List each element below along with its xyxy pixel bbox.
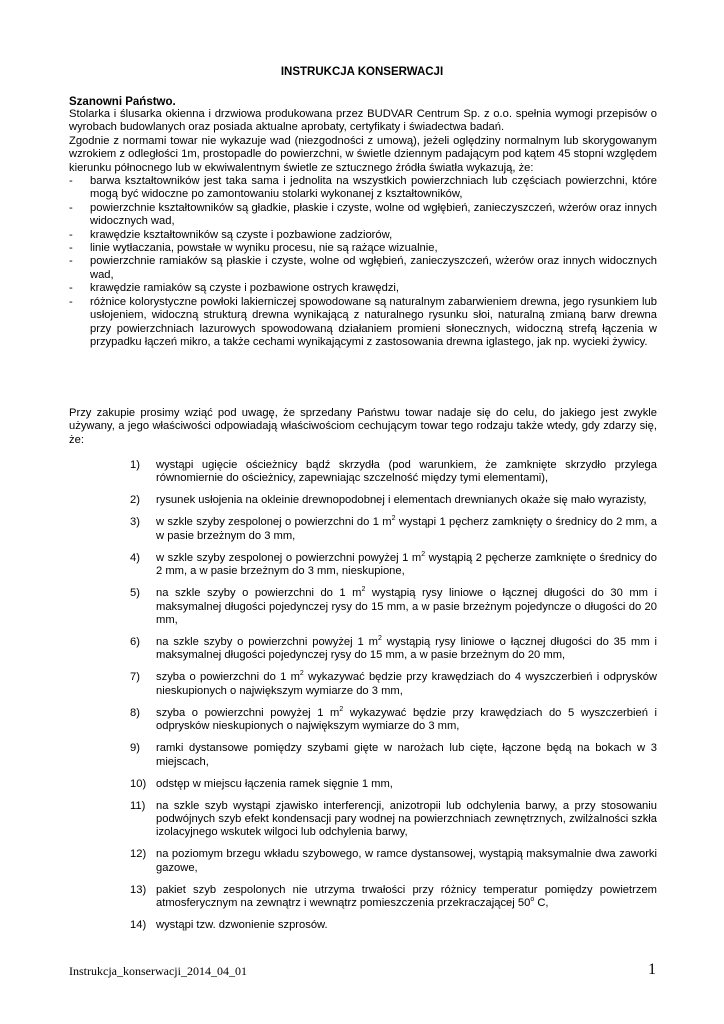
list-item: - linie wytłaczania, powstałe w wyniku procesu, nie są rażące wizualnie, bbox=[69, 242, 657, 255]
numbered-item bbox=[130, 494, 657, 507]
list-item: - różnice kolorystyczne powłoki lakierniczej spowodowane są naturalnym zabarwieniem drewna, jego rysunkiem lub usłojeniem, widoczną strukturą drewna wynikającą z naturalnego rysunku słoi, naturalną zmianą barw drewna przy powierzchniach lazurowych spowodowaną działaniem promieni słonecznych, widoczną strefą łączenia w przypadku łączeń mikro, a także cechami wynikającymi z zastosowania drewna iglastego, jak np. wycieki żywicy. bbox=[69, 296, 657, 350]
intro-paragraph-2: Zgodnie z normami towar nie wykazuje wad (niezgodności z umową), jeżeli oględziny normalnym lub skorygowanym wzrokiem z odległości 1m, prostopadle do powierzchni, w świetle dziennym padającym pod kątem 45 stopni względem kierunku północnego lub w ekwiwalentnym świetle ze sztucznego źródła światła wykazują, że: bbox=[69, 134, 657, 174]
item-superscript: o bbox=[530, 896, 535, 904]
item-text: na szkle szyb wystąpi zjawisko interferencji, anizotropii lub odchylenia barwy, a przy stosowaniu podwójnych szyb efekt kondensacji pary wodnej na powierzchniach zewnętrznych, zwilżalności szkła izolacyjnego wskutek wilgoci lub odchylenia barwy, bbox=[156, 799, 657, 839]
numbered-item bbox=[130, 919, 657, 932]
numbered-item bbox=[130, 800, 657, 840]
item-text: ramki dystansowe pomiędzy szybami gięte w narożach lub cięte, łączone będą na bokach w 3 miejscach, bbox=[156, 742, 657, 768]
salutation: Szanowni Państwo. bbox=[69, 96, 176, 108]
item-number: 14) bbox=[130, 919, 147, 932]
item-superscript: 2 bbox=[391, 515, 396, 523]
item-number: 5) bbox=[130, 587, 140, 600]
item-superscript: 2 bbox=[361, 586, 366, 594]
numbered-item bbox=[130, 884, 657, 911]
list-item: - powierzchnie kształtowników są gładkie, płaskie i czyste, wolne od wgłębień, zanieczyszczeń, wżerów oraz innych widocznych wad, bbox=[69, 202, 657, 229]
item-number: 12) bbox=[130, 848, 147, 861]
item-number: 8) bbox=[130, 706, 140, 719]
intro-section bbox=[69, 108, 657, 349]
numbered-item bbox=[130, 848, 657, 875]
page-number: 1 bbox=[648, 961, 656, 978]
item-text-after: wystąpi 1 pęcherz zamknięty o średnicy do 2 mm, a w pasie brzeżnym do 3 mm, bbox=[156, 516, 657, 542]
document-title: INSTRUKCJA KONSERWACJI bbox=[280, 66, 444, 78]
item-superscript: 2 bbox=[339, 705, 344, 713]
item-superscript: 2 bbox=[299, 670, 304, 678]
numbered-item bbox=[130, 459, 657, 486]
intro-paragraph-1: Stolarka i ślusarka okienna i drzwiowa produkowana przez BUDVAR Centrum Sp. z o.o. spełnia wymogi przepisów o wyrobach budowlanych oraz posiada aktualne aprobaty, certyfikaty i świadectwa badań. bbox=[69, 108, 657, 134]
item-text: na poziomym brzegu wkładu szybowego, w ramce dystansowej, wystąpią maksymalnie dwa zaworki gazowe, bbox=[156, 848, 657, 874]
item-number: 9) bbox=[130, 742, 140, 755]
list-item: - krawędzie ramiaków są czyste i pozbawione ostrych krawędzi, bbox=[69, 282, 657, 295]
item-text: odstęp w miejscu łączenia ramek sięgnie 1 mm, bbox=[156, 777, 393, 790]
item-text: szyba o powierzchni do 1 m bbox=[156, 671, 300, 684]
item-text: na szkle szyby o powierzchni do 1 m bbox=[156, 587, 362, 600]
numbered-list bbox=[130, 459, 657, 941]
item-number: 13) bbox=[130, 883, 147, 896]
list-item: - powierzchnie ramiaków są płaskie i czyste, wolne od wgłębień, zanieczyszczeń, wżerów oraz innych widocznych wad, bbox=[69, 255, 657, 282]
numbered-item bbox=[130, 707, 657, 734]
numbered-item bbox=[130, 516, 657, 543]
item-text: wystąpi ugięcie ościeżnicy bądź skrzydła (pod warunkiem, że zamknięte skrzydło przylega równomiernie do ościeżnicy, zapewniając szczelność między tymi elementami), bbox=[156, 459, 657, 485]
item-number: 2) bbox=[130, 494, 140, 507]
item-number: 10) bbox=[130, 777, 147, 790]
numbered-item bbox=[130, 742, 657, 769]
item-text-after: wystąpią 2 pęcherze zamknięte o średnicy do 2 mm, a w pasie brzeżnym do 3 mm, nieskupione, bbox=[156, 551, 658, 578]
item-text: na szkle szyby o powierzchni powyżej 1 m bbox=[156, 636, 378, 649]
item-text-after: wystąpią rysy liniowe o łącznej długości do 35 mm i maksymalnej długości pojedynczej rysy do 15 mm, a w pasie brzeżnym do 20 mm, bbox=[156, 636, 658, 662]
item-text: pakiet szyb zespolonych nie utrzyma trwałości przy różnicy temperatur pomiędzy powietrzem atmosferycznym na zewnątrz i wewnątrz pomieszczenia przekraczającej 50 bbox=[156, 883, 657, 910]
item-number: 11) bbox=[130, 799, 146, 812]
item-text: w szkle szyby zespolonej o powierzchni do 1 m bbox=[156, 516, 392, 529]
item-text: szyba o powierzchni powyżej 1 m bbox=[156, 706, 340, 719]
item-text-after: C, bbox=[534, 897, 549, 910]
numbered-item bbox=[130, 671, 657, 698]
list-item: - barwa kształtowników jest taka sama i jednolita na wszystkich powierzchniach lub częściach powierzchni, które mogą być widoczne po zamontowaniu stolarki wykonanej z kształtowników, bbox=[69, 175, 657, 202]
item-number: 1) bbox=[130, 459, 140, 471]
item-text-after: wykazywać będzie przy krawędziach do 5 wyszczerbień i odprysków nieskupionych o największym wymiarze do 3 mm, bbox=[156, 706, 657, 733]
item-text: wystąpi tzw. dzwonienie szprosów. bbox=[156, 919, 328, 932]
item-text-after: wystąpią rysy liniowe o łącznej długości do 30 mm i maksymalnej długości pojedynczej rysy do 15 mm, a w pasie brzeżnym pojedyncze o długości do 20 mm, bbox=[156, 587, 658, 627]
numbered-item bbox=[130, 636, 657, 663]
item-superscript: 2 bbox=[421, 550, 426, 558]
item-number: 6) bbox=[130, 636, 140, 649]
item-text: rysunek usłojenia na okleinie drewnopodobnej i elementach drewnianych okaże się mało wyrazisty, bbox=[156, 494, 647, 507]
list-item: - krawędzie kształtowników są czyste i pozbawione zadziorów, bbox=[69, 229, 657, 242]
conditions-list bbox=[69, 175, 657, 349]
item-text: w szkle szyby zespolonej o powierzchni powyżej 1 m bbox=[156, 551, 422, 564]
item-number: 7) bbox=[130, 671, 140, 684]
item-superscript: 2 bbox=[377, 635, 382, 643]
item-number: 3) bbox=[130, 516, 140, 529]
item-text-after: wykazywać będzie przy krawędziach do 4 wyszczerbień i odprysków nieskupionych o największym wymiarze do 3 mm, bbox=[156, 671, 657, 697]
numbered-item bbox=[130, 552, 657, 579]
numbered-item bbox=[130, 778, 657, 791]
numbered-item bbox=[130, 587, 657, 627]
footer-filename: Instrukcja_konserwacji_2014_04_01 bbox=[69, 964, 247, 978]
purchase-paragraph: Przy zakupie prosimy wziąć pod uwagę, że sprzedany Państwu towar nadaje się do celu, do jakiego jest zwykle używany, a jego właściwości odpowiadają właściwościom cechującym towar tego rodzaju także wtedy, gdy zdarzy się, że: bbox=[69, 407, 657, 446]
item-number: 4) bbox=[130, 551, 140, 564]
